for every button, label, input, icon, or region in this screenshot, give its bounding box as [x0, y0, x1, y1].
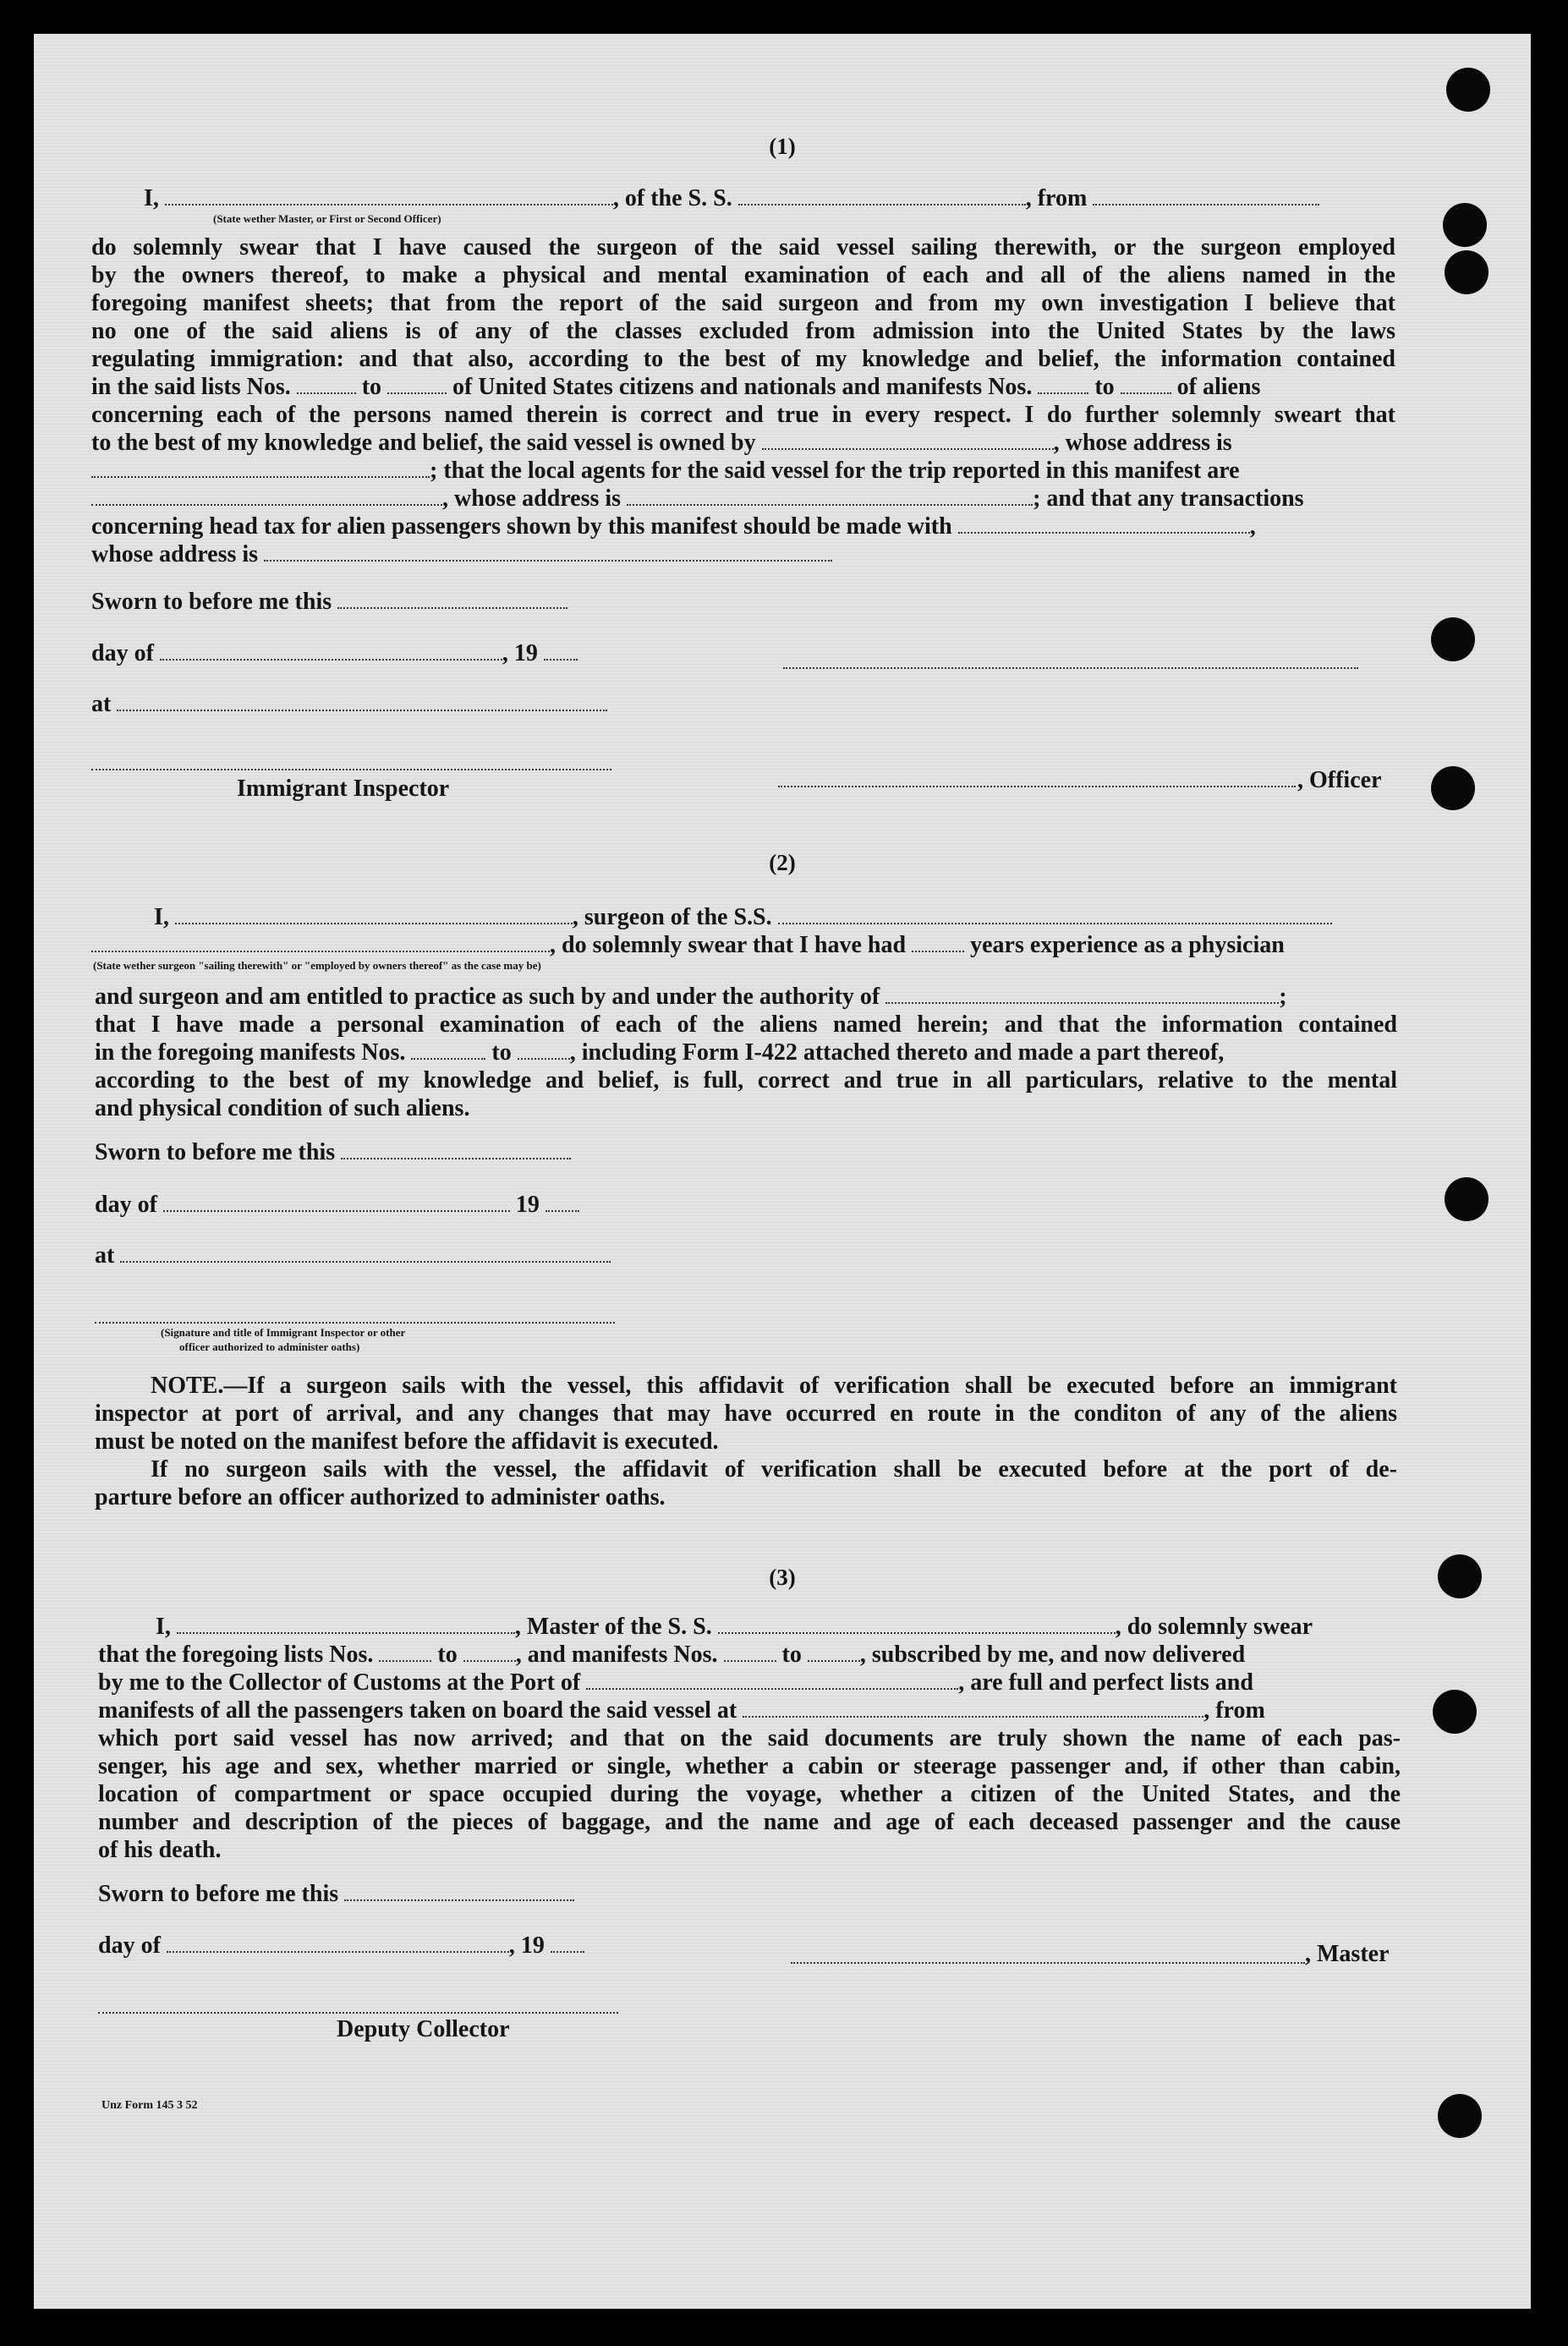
- s1-line-9: to the best of my knowledge and belief, the said vessel is owned by , whose address is: [91, 430, 1232, 456]
- s1-line-2: do solemnly swear that I have caused the surgeon of the said vessel sailing therewith, or the surgeon employed: [91, 234, 1395, 260]
- s1-day-month-field[interactable]: [160, 658, 502, 660]
- lists-to-field[interactable]: [387, 392, 447, 394]
- s2-surgeon-hint: (State wether surgeon "sailing therewith" or "employed by owners thereof" as the case may be): [93, 959, 541, 972]
- s3-sworn-date-field[interactable]: [344, 1899, 574, 1901]
- lists-from-field[interactable]: [297, 392, 356, 394]
- master-officer-name-field[interactable]: [165, 203, 613, 206]
- section-2-number: (2): [769, 850, 796, 875]
- head-tax-address-field[interactable]: [264, 559, 832, 562]
- from-port-field[interactable]: [1093, 203, 1319, 206]
- s2-line-1: I, , surgeon of the S.S.: [154, 903, 1332, 931]
- punch-hole: [1433, 1690, 1477, 1734]
- s2-at-line: at: [95, 1242, 611, 1269]
- s3-line-4: manifests of all the passengers taken on board the said vessel at , from: [98, 1697, 1265, 1724]
- s1-line-13: whose address is: [91, 540, 832, 568]
- customs-port-field[interactable]: [586, 1687, 958, 1690]
- s2-vessel-field[interactable]: [778, 922, 1332, 924]
- punch-hole: [1438, 2094, 1482, 2138]
- s2-line-6: according to the best of my knowledge and belief, is full, correct and true in all particulars, relative to the mental: [95, 1067, 1397, 1094]
- agents-field[interactable]: [91, 503, 442, 506]
- s2-manifests-to-field[interactable]: [518, 1057, 570, 1060]
- s1-line-4: foregoing manifest sheets; that from the report of the said surgeon and from my own investigation I believe that: [91, 290, 1395, 316]
- owner-address-field[interactable]: [91, 475, 430, 478]
- section-3-number: (3): [769, 1565, 796, 1590]
- s1-officer-hint: (State wether Master, or First or Second Officer): [213, 212, 441, 225]
- s2-sworn: Sworn to before me this: [95, 1138, 571, 1166]
- s1-line-5: no one of the said aliens is of any of the classes excluded from admission into the United States by the laws: [91, 318, 1395, 344]
- s2-manifests-from-field[interactable]: [411, 1057, 485, 1060]
- punch-hole: [1445, 250, 1489, 294]
- s3-manifests-to-field[interactable]: [808, 1659, 860, 1662]
- s3-line-2: that the foregoing lists Nos. to , and manifests Nos. to , subscribed by me, and now delivered: [98, 1642, 1246, 1668]
- punch-hole: [1438, 1554, 1482, 1598]
- s1-line-11: , whose address is ; and that any transactions: [91, 485, 1304, 513]
- punch-hole: [1445, 1177, 1489, 1221]
- s1-line-3: by the owners thereof, to make a physical and mental examination of each and all of the aliens named in the: [91, 262, 1395, 288]
- s3-line-1: I, , Master of the S. S. , do solemnly swear: [156, 1614, 1313, 1640]
- s3-day-month-field[interactable]: [167, 1950, 509, 1953]
- s2-sworn-date-field[interactable]: [341, 1157, 571, 1159]
- s2-inspector-signature-line[interactable]: [95, 1321, 615, 1324]
- s3-deputy-label: Deputy Collector: [337, 2016, 510, 2042]
- s3-line-8: number and description of the pieces of baggage, and the name and age of each deceased passenger and the cause: [98, 1809, 1401, 1835]
- s1-line-6: regulating immigration: and that also, according to the best of my knowledge and belief, the information contained: [91, 346, 1395, 372]
- note-line-2: inspector at port of arrival, and any changes that may have occurred en route in the conditon of any of the aliens: [95, 1400, 1397, 1427]
- s3-line-3: by me to the Collector of Customs at the Port of , are full and perfect lists and: [98, 1669, 1253, 1696]
- note-line-4: If no surgeon sails with the vessel, the affidavit of verification shall be executed before at the port of de-: [151, 1456, 1397, 1483]
- note-line-3: must be noted on the manifest before the affidavit is executed.: [95, 1428, 719, 1455]
- vessel-name-field[interactable]: [738, 203, 1026, 206]
- s3-deputy-signature-line[interactable]: [98, 2011, 618, 2014]
- s1-at-field[interactable]: [117, 709, 607, 711]
- s2-signature-hint-1: (Signature and title of Immigrant Inspector or other: [161, 1326, 406, 1339]
- s2-signature-hint-2: officer authorized to administer oaths): [179, 1340, 360, 1353]
- s2-day-line: day of 19: [95, 1191, 579, 1219]
- punch-hole: [1443, 203, 1487, 247]
- s1-year-field[interactable]: [544, 658, 578, 660]
- s1-sworn: Sworn to before me this: [91, 588, 567, 616]
- s3-master-label: , Master: [1305, 1941, 1390, 1967]
- note-line-5: parture before an officer authorized to administer oaths.: [95, 1484, 666, 1510]
- s3-line-5: which port said vessel has now arrived; and that on the said documents are truly shown the name of each pas-: [98, 1725, 1401, 1751]
- s3-lists-from-field[interactable]: [379, 1659, 431, 1662]
- s2-line-3: and surgeon and am entitled to practice as such by and under the authority of ;: [95, 984, 1287, 1010]
- s3-master-name-field[interactable]: [177, 1631, 515, 1634]
- s2-line-2: , do solemnly swear that I have had years experience as a physician: [91, 931, 1285, 959]
- s2-line-5: in the foregoing manifests Nos. to , including Form I-422 attached thereto and made a part thereof,: [95, 1039, 1225, 1066]
- manifests-from-field[interactable]: [1038, 392, 1088, 394]
- form-sheet: [34, 34, 1531, 2309]
- punch-hole: [1446, 68, 1490, 112]
- owner-field[interactable]: [762, 447, 1054, 450]
- s1-line-7: in the said lists Nos. to of United States citizens and nationals and manifests Nos. to of aliens: [91, 374, 1261, 400]
- s3-vessel-field[interactable]: [718, 1631, 1116, 1634]
- punch-hole: [1431, 766, 1475, 810]
- s1-line-10: ; that the local agents for the said vessel for the trip reported in this manifest are: [91, 457, 1240, 485]
- authority-field[interactable]: [885, 1001, 1279, 1004]
- s1-at-line: at: [91, 690, 607, 718]
- note-line-1: NOTE.—If a surgeon sails with the vessel, this affidavit of verification shall be executed before an immigrant: [151, 1373, 1397, 1399]
- form-number: Unz Form 145 3 52: [101, 2099, 198, 2112]
- s3-year-field[interactable]: [551, 1950, 584, 1953]
- s1-inspector-label: Immigrant Inspector: [237, 776, 450, 802]
- s2-day-month-field[interactable]: [163, 1209, 510, 1212]
- s1-inspector-signature-line[interactable]: [91, 768, 611, 770]
- surgeon-status-field[interactable]: [91, 950, 550, 952]
- s1-day-line: day of , 19: [91, 639, 578, 667]
- head-tax-contact-field[interactable]: [958, 531, 1250, 534]
- s2-line-7: and physical condition of such aliens.: [95, 1095, 470, 1121]
- section-1-number: (1): [769, 134, 796, 159]
- s1-officer-label: , Officer: [1297, 767, 1382, 793]
- s3-line-6: senger, his age and sex, whether married or single, whether a cabin or steerage passenger and, if other than cabin,: [98, 1753, 1401, 1779]
- s1-line-1: I, , of the S. S. , from: [144, 184, 1319, 212]
- surgeon-name-field[interactable]: [175, 922, 573, 924]
- s1-line-12: concerning head tax for alien passengers shown by this manifest should be made with ,: [91, 513, 1256, 540]
- s3-master-signature-line[interactable]: [791, 1961, 1305, 1964]
- boarding-port-field[interactable]: [743, 1715, 1203, 1718]
- s1-line-8: concerning each of the persons named therein is correct and true in every respect. I do further solemnly sweart that: [91, 402, 1395, 428]
- s3-day-line: day of , 19: [98, 1932, 584, 1960]
- manifests-to-field[interactable]: [1121, 392, 1171, 394]
- years-experience-field[interactable]: [912, 950, 964, 952]
- agents-address-field[interactable]: [627, 503, 1033, 506]
- s2-line-4: that I have made a personal examination of each of the aliens named herein; and that the information contained: [95, 1011, 1397, 1038]
- s1-sworn-date-field[interactable]: [337, 606, 567, 609]
- s1-officer-signature-line[interactable]: [778, 785, 1296, 787]
- punch-hole: [1431, 617, 1475, 661]
- s3-manifests-from-field[interactable]: [724, 1659, 776, 1662]
- s3-sworn: Sworn to before me this: [98, 1880, 574, 1908]
- s3-line-9: of his death.: [98, 1837, 222, 1863]
- s3-line-7: location of compartment or space occupied during the voyage, whether a citizen of the United States, and the: [98, 1781, 1401, 1807]
- s2-at-field[interactable]: [120, 1260, 611, 1263]
- s1-signature-line-upper[interactable]: [783, 666, 1358, 669]
- s2-year-field[interactable]: [546, 1209, 579, 1212]
- s3-lists-to-field[interactable]: [463, 1659, 516, 1662]
